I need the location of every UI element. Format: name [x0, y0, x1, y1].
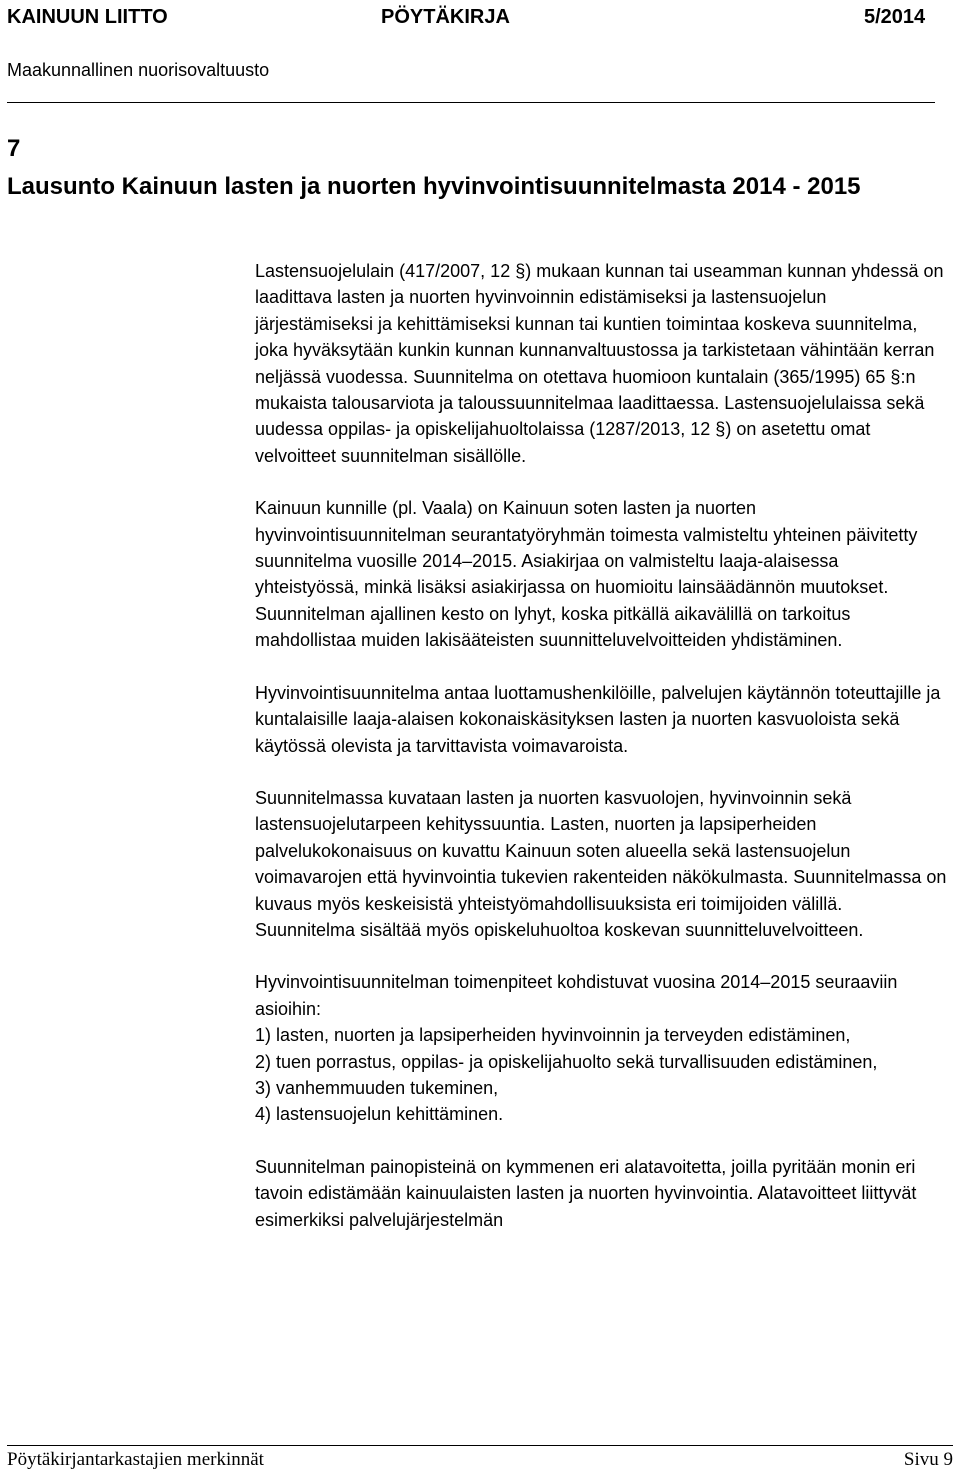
paragraph-purpose: Hyvinvointisuunnitelma antaa luottamushenkilöille, palvelujen käytännön toteuttajille ja kuntalaisille laaja-alaisen kokonaiskäsityksen lasten ja nuorten kasvuoloista sekä käytössä olevista ja tarvittavista voimavaroista. — [255, 682, 941, 756]
measures-intro: Hyvinvointisuunnitelman toimenpiteet kohdistuvat vuosina 2014–2015 seuraaviin asioihin: — [255, 972, 898, 1019]
paragraph-preparation: Kainuun kunnille (pl. Vaala) on Kainuun soten lasten ja nuorten hyvinvointisuunnitelman seurantatyöryhmän toimesta valmisteltu yhteinen päivitetty suunnitelma vuosille 2014–2015. Asiakirjaa on valmisteltu laaja-alaisessa yhteistyössä, minkä lisäksi asiakirjassa on huomioitu lainsäädännön muutokset. Suunnitelman ajallinen kesto on lyhyt, koska pitkällä aikavälillä on tarkoitus mahdollistaa muiden lakisääteisten suunnitteluvelvoitteiden yhdistäminen. — [255, 498, 918, 651]
organization-name: KAINUUN LIITTO — [7, 6, 168, 28]
page-number: Sivu 9 — [903, 1449, 953, 1470]
document-type: PÖYTÄKIRJA — [381, 6, 510, 28]
header-divider — [7, 102, 935, 103]
paragraph-priorities: Suunnitelman painopisteinä on kymmenen eri alatavoitetta, joilla pyritään monin eri tavoin edistämään kainuulaisten lasten ja nuorten hyvinvointia. Alatavoitteet liittyvät esimerkiksi palvelujärjestelmän — [255, 1156, 917, 1230]
item-title: Lausunto Kainuun lasten ja nuorten hyvinvointisuunnitelmasta 2014 - 2015 — [7, 173, 861, 200]
measures-item: 4) lastensuojelun kehittäminen. — [255, 1104, 504, 1125]
body-name: Maakunnallinen nuorisovaltuusto — [7, 60, 270, 80]
measures-item: 2) tuen porrastus, oppilas- ja opiskelijahuolto sekä turvallisuuden edistäminen, — [255, 1051, 878, 1072]
item-number: 7 — [7, 135, 21, 162]
measures-item: 3) vanhemmuuden tukeminen, — [255, 1077, 499, 1098]
document-body — [255, 258, 947, 1233]
document-number: 5/2014 — [864, 6, 926, 28]
footer-review-notes: Pöytäkirjantarkastajien merkinnät — [7, 1449, 264, 1470]
paragraph-legal-basis: Lastensuojelulain (417/2007, 12 §) mukaan kunnan tai useamman kunnan yhdessä on laadittava lasten ja nuorten hyvinvoinnin edistämiseksi ja lastensuojelun järjestämiseksi ja kehittämiseksi kunnan tai kuntien toimintaa koskeva suunnitelma, joka hyväksytään kunkin kunnan kunnanvaltuustossa ja tarkistetaan vähintään kerran neljässä vuodessa. Suunnitelma on otettava huomioon kuntalain (365/1995) 65 §:n mukaista talousarviota ja taloussuunnitelmaa laadittaessa. Lastensuojelulaissa sekä uudessa oppilas- ja opiskelijahuoltolaissa (1287/2013, 12 §) on asetettu omat velvoitteet suunnitelman sisällölle. — [255, 261, 944, 466]
footer-divider — [7, 1445, 953, 1446]
paragraph-measures — [255, 969, 947, 1127]
measures-item: 1) lasten, nuorten ja lapsiperheiden hyvinvoinnin ja terveyden edistäminen, — [255, 1025, 851, 1046]
paragraph-contents: Suunnitelmassa kuvataan lasten ja nuorten kasvuolojen, hyvinvoinnin sekä lastensuojelutarpeen kehityssuuntia. Lasten, nuorten ja lapsiperheiden palvelukokonaisuus on kuvattu Kainuun soten alueella sekä lastensuojelun voimavarojen että hyvinvointia tukevien rakenteiden näkökulmasta. Suunnitelmassa on kuvaus myös keskeisistä yhteistyömahdollisuuksista eri toimijoiden välillä. Suunnitelma sisältää myös opiskeluhuoltoa koskevan suunnitteluvelvoitteen. — [255, 787, 947, 940]
